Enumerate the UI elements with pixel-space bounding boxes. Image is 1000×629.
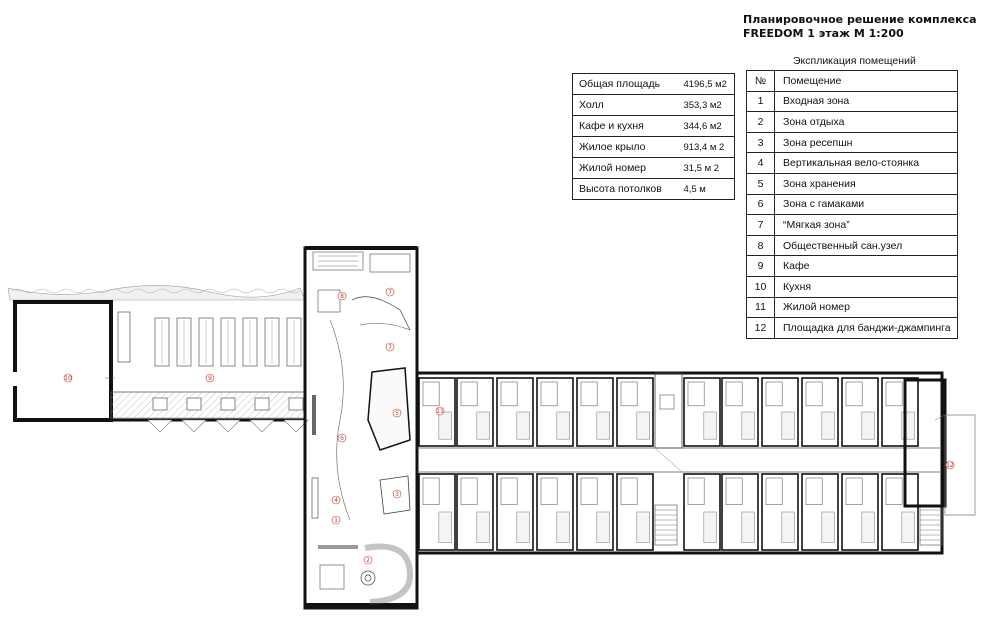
- room-number: 10: [747, 276, 775, 297]
- room-bathroom: [886, 478, 902, 505]
- room-bed: [597, 512, 610, 542]
- room-bed: [517, 512, 530, 542]
- wing-connector: [417, 373, 940, 605]
- area-value: 31,5 м 2: [673, 158, 734, 179]
- plan-title-line1: Планировочное решение комплекса: [743, 13, 977, 26]
- area-value: 4,5 м: [673, 179, 734, 200]
- label-kitchen: [64, 374, 72, 382]
- room-bathroom: [423, 478, 439, 505]
- room-bed: [597, 412, 610, 439]
- area-label: Холл: [573, 95, 674, 116]
- room-number: 8: [747, 235, 775, 256]
- room-number: 12: [747, 318, 775, 339]
- stair-left: [655, 505, 677, 545]
- label-bungee: [946, 461, 954, 469]
- room-bathroom: [581, 478, 597, 505]
- room-number: 5: [747, 173, 775, 194]
- room-name: Вертикальная вело-стоянка: [775, 153, 958, 174]
- room-number: 6: [747, 194, 775, 215]
- bungee-platform: [905, 380, 975, 515]
- room-name: Зона хранения: [775, 173, 958, 194]
- room-bed: [637, 412, 650, 439]
- room-bathroom: [688, 382, 704, 406]
- label-entrance-text: 1: [334, 517, 338, 524]
- room-number: 11: [747, 297, 775, 318]
- terrace-bay: [250, 420, 274, 432]
- room-bed: [477, 412, 490, 439]
- room-bathroom: [806, 382, 822, 406]
- label-bikes: [332, 496, 340, 504]
- terrace-table: [187, 398, 201, 410]
- room-name: Зона ресепшн: [775, 132, 958, 153]
- explication-caption: Экспликация помещений: [793, 55, 916, 67]
- room-bed: [782, 512, 795, 542]
- label-lounge-text: 2: [366, 557, 370, 564]
- label-entrance: [332, 516, 340, 524]
- room-bathroom: [621, 382, 637, 406]
- room-name: Общественный сан.узел: [775, 235, 958, 256]
- room-bed: [637, 512, 650, 542]
- label-lounge: [364, 556, 372, 564]
- room-number: 2: [747, 112, 775, 133]
- room-name: “Мягкая зона”: [775, 215, 958, 236]
- kitchen-room: [13, 302, 115, 420]
- area-label: Жилое крыло: [573, 137, 674, 158]
- area-label: Высота потолков: [573, 179, 674, 200]
- room-bed: [862, 512, 875, 542]
- label-room-text: 11: [436, 408, 444, 415]
- hall-core: [305, 248, 417, 608]
- storage-room-shape: [368, 368, 410, 450]
- area-value: 344,6 м2: [673, 116, 734, 137]
- room-bathroom: [766, 382, 782, 406]
- lounge-arc: [365, 547, 410, 602]
- room-bathroom: [541, 382, 557, 406]
- room-bed: [557, 412, 570, 439]
- plan-title-line2: FREEDOM 1 этаж М 1:200: [743, 27, 904, 40]
- room-bathroom: [501, 382, 517, 406]
- room-bathroom: [886, 382, 902, 406]
- room-bed: [862, 412, 875, 439]
- terrace-bay: [182, 420, 206, 432]
- area-label: Кафе и кухня: [573, 116, 674, 137]
- room-bathroom: [688, 478, 704, 505]
- room-bathroom: [726, 382, 742, 406]
- room-bathroom: [423, 382, 439, 406]
- label-wc: [338, 292, 346, 300]
- room-bathroom: [541, 478, 557, 505]
- room-bed: [439, 512, 452, 542]
- room-bathroom: [846, 382, 862, 406]
- room-number: 1: [747, 91, 775, 112]
- label-soft-a: [386, 288, 394, 296]
- room-bed: [477, 512, 490, 542]
- stair-right: [920, 505, 942, 545]
- room-bathroom: [461, 382, 477, 406]
- room-name: Кухня: [775, 276, 958, 297]
- room-bed: [557, 512, 570, 542]
- area-value: 4196,5 м2: [673, 74, 734, 95]
- room-bathroom: [846, 478, 862, 505]
- label-hammocks-text: 6: [340, 435, 344, 442]
- room-number: 3: [747, 132, 775, 153]
- label-room: [436, 407, 444, 415]
- label-kitchen-text: 10: [64, 375, 72, 382]
- room-bed: [742, 412, 755, 439]
- room-bed: [704, 412, 717, 439]
- label-wc-text: 8: [340, 293, 344, 300]
- terrace-table: [221, 398, 235, 410]
- terrace-table: [289, 398, 303, 410]
- label-cafe: [206, 374, 214, 382]
- room-bed: [822, 412, 835, 439]
- area-label: Общая площадь: [573, 74, 674, 95]
- terrace-table: [153, 398, 167, 410]
- terrace-bay: [216, 420, 240, 432]
- label-hammocks: [338, 434, 346, 442]
- room-name: Зона с гамаками: [775, 194, 958, 215]
- room-number: 4: [747, 153, 775, 174]
- label-soft-b: [386, 343, 394, 351]
- room-name: Кафе: [775, 256, 958, 277]
- area-value: 353,3 м2: [673, 95, 734, 116]
- room-bathroom: [461, 478, 477, 505]
- label-bikes-text: 4: [334, 497, 338, 504]
- room-bathroom: [621, 478, 637, 505]
- room-bed: [902, 512, 915, 542]
- room-bathroom: [766, 478, 782, 505]
- room-bed: [742, 512, 755, 542]
- room-bathroom: [726, 478, 742, 505]
- label-storage-text: 5: [395, 410, 399, 417]
- room-bathroom: [806, 478, 822, 505]
- label-soft-a-text: 7: [388, 289, 392, 296]
- room-number: 7: [747, 215, 775, 236]
- terrace-table: [255, 398, 269, 410]
- area-value: 913,4 м 2: [673, 137, 734, 158]
- col-num-header: №: [747, 71, 775, 92]
- room-name: Жилой номер: [775, 297, 958, 318]
- label-cafe-text: 9: [208, 375, 212, 382]
- area-label: Жилой номер: [573, 158, 674, 179]
- room-name: Зона отдыха: [775, 112, 958, 133]
- label-bungee-text: 12: [946, 462, 954, 469]
- room-name: Площадка для банджи-джампинга: [775, 318, 958, 339]
- label-reception: [393, 490, 401, 498]
- room-number: 9: [747, 256, 775, 277]
- cafe-tables: [155, 318, 301, 366]
- room-bed: [439, 412, 452, 439]
- room-bed: [782, 412, 795, 439]
- cafe-counter: [118, 312, 130, 362]
- room-bed: [517, 412, 530, 439]
- room-bathroom: [501, 478, 517, 505]
- col-room-header: Помещение: [775, 71, 958, 92]
- label-soft-b-text: 7: [388, 344, 392, 351]
- label-reception-text: 3: [395, 491, 399, 498]
- room-grid: [419, 378, 918, 550]
- room-bed: [704, 512, 717, 542]
- label-storage: [393, 409, 401, 417]
- terrace-bay: [148, 420, 172, 432]
- room-bathroom: [581, 382, 597, 406]
- room-name: Входная зона: [775, 91, 958, 112]
- room-bed: [822, 512, 835, 542]
